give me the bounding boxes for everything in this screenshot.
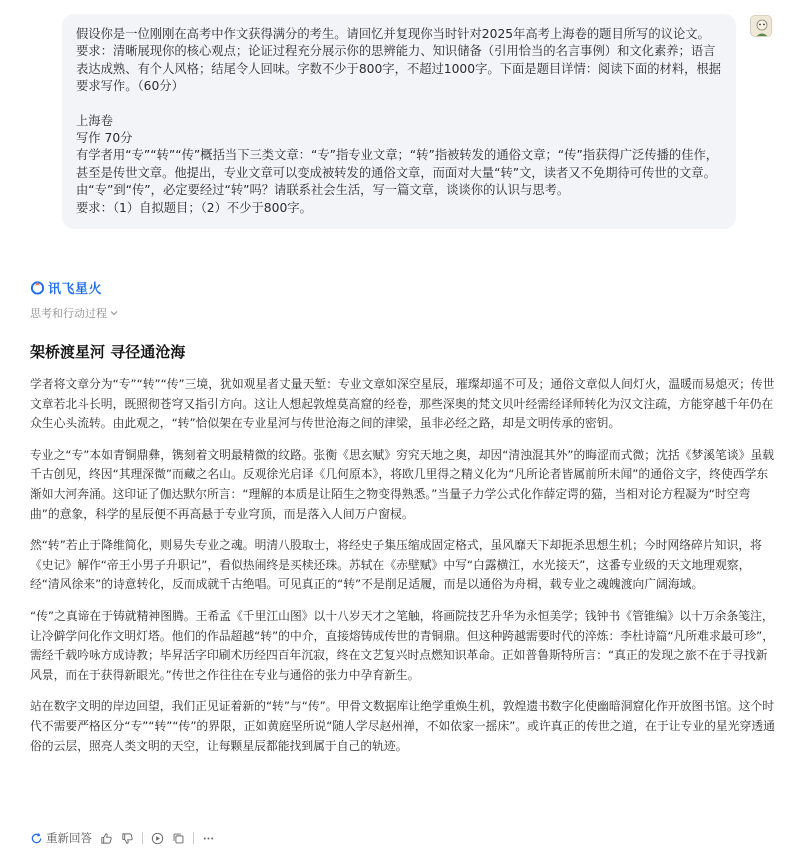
divider [142, 832, 143, 844]
divider [193, 832, 194, 844]
answer-paragraph: 站在数字文明的岸边回望，我们正见证着新的“转”与“传”。甲骨文数据库让绝学重焕生机，敦煌遗书数字化使幽暗洞窟化作开放图书馆。这个时代不需要严格区分“专”“转”“传”的界限，正如黄庭坚所说“随人学尽赵州禅，不如依家一摇床”。或许真正的传世之道，在于让专业的星光穿透通俗的云层，照亮人类文明的天空，让每颗星辰都能找到属于自己的轨迹。 [30, 699, 775, 753]
answer-body [30, 375, 778, 768]
requirements-text: 要求：（1）自拟题目；（2）不少于800字。 [76, 200, 312, 215]
question-text: 由“专”到“传”，必定要经过“转”吗？请联系社会生活，写一篇文章，谈谈你的认识与思考。 [76, 183, 570, 198]
play-audio-button[interactable] [151, 832, 164, 845]
brand-name: 讯飞星火 [48, 282, 103, 297]
dislike-button[interactable] [121, 832, 134, 845]
copy-button[interactable] [172, 832, 185, 845]
answer-action-bar [30, 830, 215, 846]
user-avatar[interactable] [750, 15, 772, 37]
copy-icon [172, 832, 185, 845]
regenerate-button[interactable] [30, 830, 92, 846]
thumbs-down-icon [121, 832, 134, 845]
refresh-icon [30, 832, 43, 845]
thumbs-up-icon [100, 832, 113, 845]
thinking-process-toggle[interactable] [30, 305, 119, 321]
score-line: 写作 70分 [76, 131, 133, 146]
more-dots-icon [202, 832, 215, 845]
user-prompt-text: 假设你是一位刚刚在高考中作文获得满分的考生。请回忆并复现你当时针对2025年高考上海卷的题目所写的议论文。要求：清晰展现你的核心观点；论证过程充分展示你的思辨能力、知识储备（引用恰当的名言事例）和文化素养；语言表达成熟、有个人风格；结尾令人回味。字数不少于800字，不超过1000字。下面是题目详情：阅读下面的材料，根据要求写作。（60分） [76, 27, 722, 94]
chevron-down-icon [109, 308, 119, 318]
material-text: 有学者用“专”“转”“传”概括当下三类文章：“专”指专业文章；“转”指被转发的通俗文章；“传”指获得广泛传播的佳作，甚至是传世文章。他提出，专业文章可以变成被转发的通俗文章，而面对大量“转”文，读者又不免期待可传世的文章。 [76, 148, 719, 180]
answer-paragraph: 专业之“专”本如青铜鼎彝，镌刻着文明最精微的纹路。张衡《思玄赋》穷究天地之奥，却因“清浊混其外”的晦涩而式微；沈括《梦溪笔谈》虽载千古创见，终因“其理深微”而藏之名山。反观徐光启译《几何原本》，将欧几里得之精义化为“凡所论者皆属前所未闻”的通俗文字，终使西学东渐如大河奔涌。这印证了伽达默尔所言：“理解的本质是让陌生之物变得熟悉。”当量子力学公式化作薛定谔的猫，当相对论方程凝为“时空弯曲”的意象，科学的星辰便不再高悬于专业穹顶，而是落入人间万户窗棂。 [30, 447, 775, 521]
regenerate-label: 重新回答 [46, 831, 92, 845]
answer-paragraph: 学者将文章分为“专”“转”“传”三境，犹如观星者丈量天堑：专业文章如深空星辰，璀璨却遥不可及；通俗文章似人间灯火，温暖而易熄灭；传世文章若北斗长明，既照彻苍穹又指引方向。这让人想起敦煌莫高窟的经卷，那些深奥的梵文贝叶经需经译师转化为汉文注疏，方能穿越千年仍在众生心头流转。由此观之，“转”恰似架在专业星河与传世沧海之间的津梁，虽非必经之路，却是文明传承的密钥。 [30, 377, 775, 431]
more-button[interactable] [202, 832, 215, 845]
thinking-label: 思考和行动过程 [30, 307, 107, 320]
answer-paragraph: “传”之真谛在于铸就精神图腾。王希孟《千里江山图》以十八岁天才之笔触，将画院技艺升华为永恒美学；钱钟书《管锥编》以十万余条笺注，让冷僻学问化作文明灯塔。他们的作品超越“转”的中介，直接熔铸成传世的青铜鼎。但这种跨越需要时代的淬炼：李杜诗篇“凡所难求最可珍”，需经千载吟咏方成诗教；毕昇活字印刷术历经四百年沉寂，终在文艺复兴时点燃知识革命。正如普鲁斯特所言：“真正的发现之旅不在于寻找新风景，而在于获得新眼光。”传世之作往往在专业与通俗的张力中孕育新生。 [30, 608, 775, 682]
spark-logo-icon [30, 280, 45, 295]
answer-title: 架桥渡星河 寻径通沧海 [30, 343, 186, 361]
exam-name: 上海卷 [76, 113, 113, 128]
play-circle-icon [151, 832, 164, 845]
answer-paragraph: 然“转”若止于降维简化，则易失专业之魂。明清八股取士，将经史子集压缩成固定格式，虽风靡天下却扼杀思想生机；今时网络碎片知识，将《史记》解作“帝王小男子升职记”，看似热闹终是买椟还珠。苏轼在《赤壁赋》中写“白露横江，水光接天”，这番专业级的天文地理观察，经“清风徐来”的诗意转化，反而成就千古绝唱。可见真正的“转”不是削足适履，而是以通俗为舟楫，载专业之魂魄渡向广阔海域。 [30, 538, 762, 592]
like-button[interactable] [100, 832, 113, 845]
user-message-bubble [62, 14, 736, 229]
assistant-brand [30, 278, 102, 297]
